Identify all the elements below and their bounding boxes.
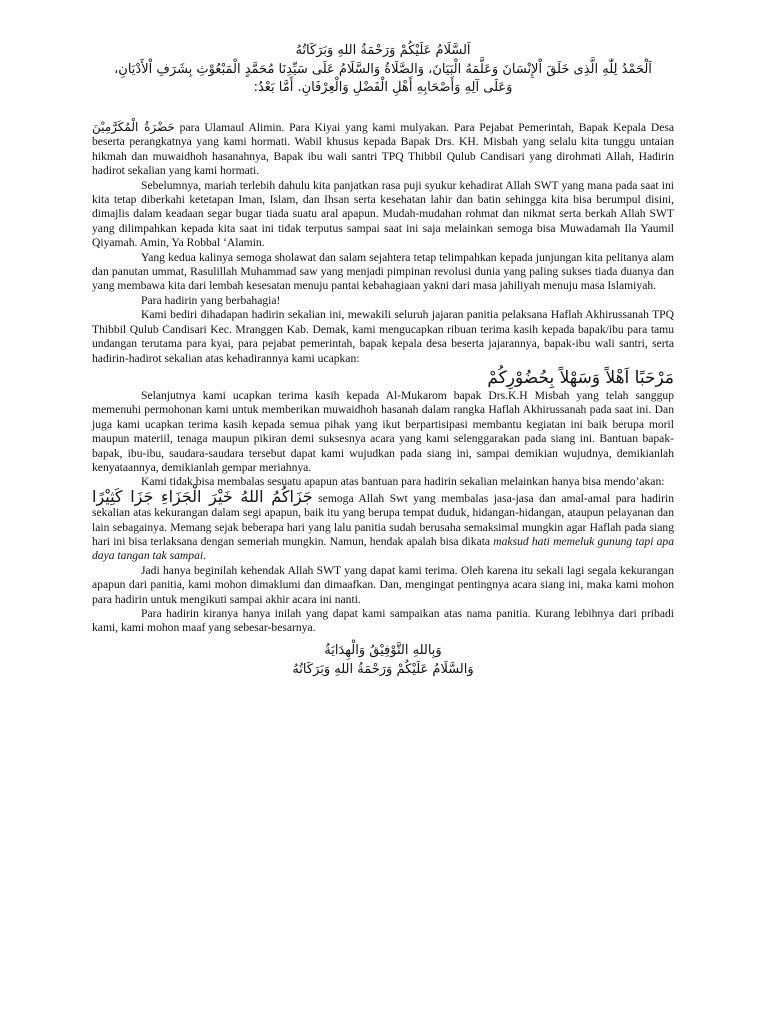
paragraph-closing: Para hadirin kiranya hanya inilah yang dapat kami sampaikan atas nama panitia. Kurang lebihnya dari pribadi kami, kami mohon maaf yang sebesar-besarnya. [92,607,674,635]
paragraph-dua-text: semoga Allah Swt yang membalas jasa-jasa dan amal-amal para hadirin sekalian atas kekurangan dalam segi apapun, baik itu yang berupa tempat duduk, hidangan-hidangan, ataupun pelayanan dan lain sebagainya. Memang sejak beberapa hari yang lalu panitia sudah berusaha semaksimal mungkin agar Haflah pada siang hari ini bisa terlaksana dengan semeriah mungkin. Namun, hendak apalah bisa dikata [92,491,674,548]
salam-opening: اَلسَّلَامُ عَلَيْكُمْ وَرَحْمَةُ اللهِ وَبَرَكَاتُهُ [295,43,471,58]
paragraph-gratitude: Sebelumnya, mariah terlebih dahulu kita panjatkan rasa puji syukur kehadirat Allah SWT yang mana pada saat ini kita tetap diberkahi ketetapan Iman, Islam, dan Ihsan serta kesehatan lahir dan batin sehingga kita bisa berumpul disini, dimajlis dalam keadaan segar bugar tiada suatu aral apapun. Mudah-mudahan rohmat dan nikmat serta berkah Allah SWT yang dilimpahkan kepada kita saat ini tidak terputus sampai saat ini saja melainkan semoga bisa Muwadamah Ila Yaumil Qiyamah. Amin, Ya Robbal ‘Alamin. [92,178,674,250]
paragraph-dua-end: . [203,549,207,563]
paragraph-dua [92,486,675,564]
paragraph-hadirin: Para hadirin yang berbahagia! [141,293,281,307]
paragraph-sholawat: Yang kedua kalinya semoga sholawat dan salam sejahtera tetap telimpahkan kepada junjungan kita pelitanya alam dan panutan ummat, Rasulillah Muhammad saw yang menjadi pimpinan revolusi dunia yang paling sukses tiada duanya dan yang membawa kita dari lembah kesesatan menuju pantai kebahagiaan yakni dari masa jahiliyah menuju masa Islamiyah. [92,250,674,293]
paragraph-apology: Jadi hanya beginilah kehendak Allah SWT yang dapat kami terima. Oleh karena itu sekali lagi segala kekurangan apapun dari panitia, kami mohon dimaklumi dan dimaafkan. Dan, mengingat pentingnya acara siang ini, maka kami mohon para hadirin untuk mengikuti sampai akhir acara ini nanti. [92,563,674,606]
closing-salam: وَالسَّلَامُ عَلَيْكُمْ وَرَحْمَةُ اللهِ وَبَرَكَاتُهُ [292,661,474,677]
paragraph-thanks-speaker: Selanjutnya kami ucapkan terima kasih kepada Al-Mukarom bapak Drs.K.H Misbah yang telah sanggup memenuhi permohonan kami untuk memberikan muwaidhoh hasanah dalam rangka Haflah Akhirussanah pada saat ini. Dan juga kami ucapkan terima kasih kepada semua pihak yang ikut berpartisipasi membantu kegiatan ini baik berupa moril maupun materiil, tenaga maupun pikiran demi suksesnya acara yang kami selenggarakan pada siang ini. Bantuan bapak-bapak, ibu-ibu, saudara-saudara tersebut dapat kami wujudkan pada siang ini, sampai demikian wujudnya, demikianlah kenyataannya, demikianlah gempar meriahnya. [92,388,674,474]
dua-arabic: جَزَاكُمُ اللهُ خَيْرَ الْجَزَاءِ جَزَا كَثِيْرًا [92,486,313,506]
welcome-arabic: مَرْحَبًا اَهْلاً وَسَهْلاً بِحُضُوْرِكُمْ [487,367,674,388]
hamdalah-line-1: اَلْحَمْدُ لِلّٰهِ الَّذِى خَلَقَ اْلإِنْسَانَ وَعَلَّمَهُ الْبَيَانَ، وَالصَّلَاةُ وَالسَّلَامُ عَلَى سَيِّدِنَا مُحَمَّدٍ الْمَبْعُوْثِ بِشَرَفِ اْلأَدْيَانِ، [114,62,652,77]
paragraph-thanks: Kami bediri dihadapan hadirin sekalian ini, mewakili seluruh jajaran panitia pelaksana Haflah Akhirussanah TPQ Thibbil Qulub Candisari Kec. Mranggen Kab. Demak, kami mengucapkan ribuan terima kasih kepada bapak/ibu para tamu undangan terutama para kyai, para pejabat pemerintah, bapak kepala desa beserta jajarannya, bapak-ibu wali santri, serta hadirin-hadirot sekalian atas kehadirannya kami ucapkan: [92,308,674,365]
paragraph-dua-intro: Kami tidak bisa membalas sesuatu apapun atas bantuan para hadirin sekalian melainkan hanya bisa mendo’akan: [141,475,665,489]
document-page [92,40,674,678]
opening-arabic: حَضْرَةُ الْمُكَرَّمِيْنَ [92,120,175,134]
proverb-italic: maksud hati memeluk gunung tapi apa daya tangan tak sampai [92,534,675,563]
hamdalah-line-2: وَعَلَى آلِهِ وَأَصْحَابِهِ أَهْلِ الْفَضْلِ وَالْعِرْفَانِ. أَمَّا بَعْدُ: [253,80,513,95]
closing-taufiq: وَبِاللهِ التَّوْفِيْقُ وَالْهِدَايَةُ [324,642,442,658]
paragraph-greeting [92,120,674,179]
paragraph-greeting-text: para Ulamaul Alimin. Para Kiyai yang kami mulyakan. Para Pejabat Pemerintah, Bapak Kepala Desa beserta perangkatnya yang kami hormati. Wabil khusus kepada Bapak Drs. KH. Misbah yang selalu kita tunggu untaian hikmah dan muwaidhoh hasanahnya, Bapak ibu wali santri TPQ Thibbil Qulub Candisari yang dirohmati Allah, Hadirin hadirot sekalian yang kami hormati. [92,121,674,178]
